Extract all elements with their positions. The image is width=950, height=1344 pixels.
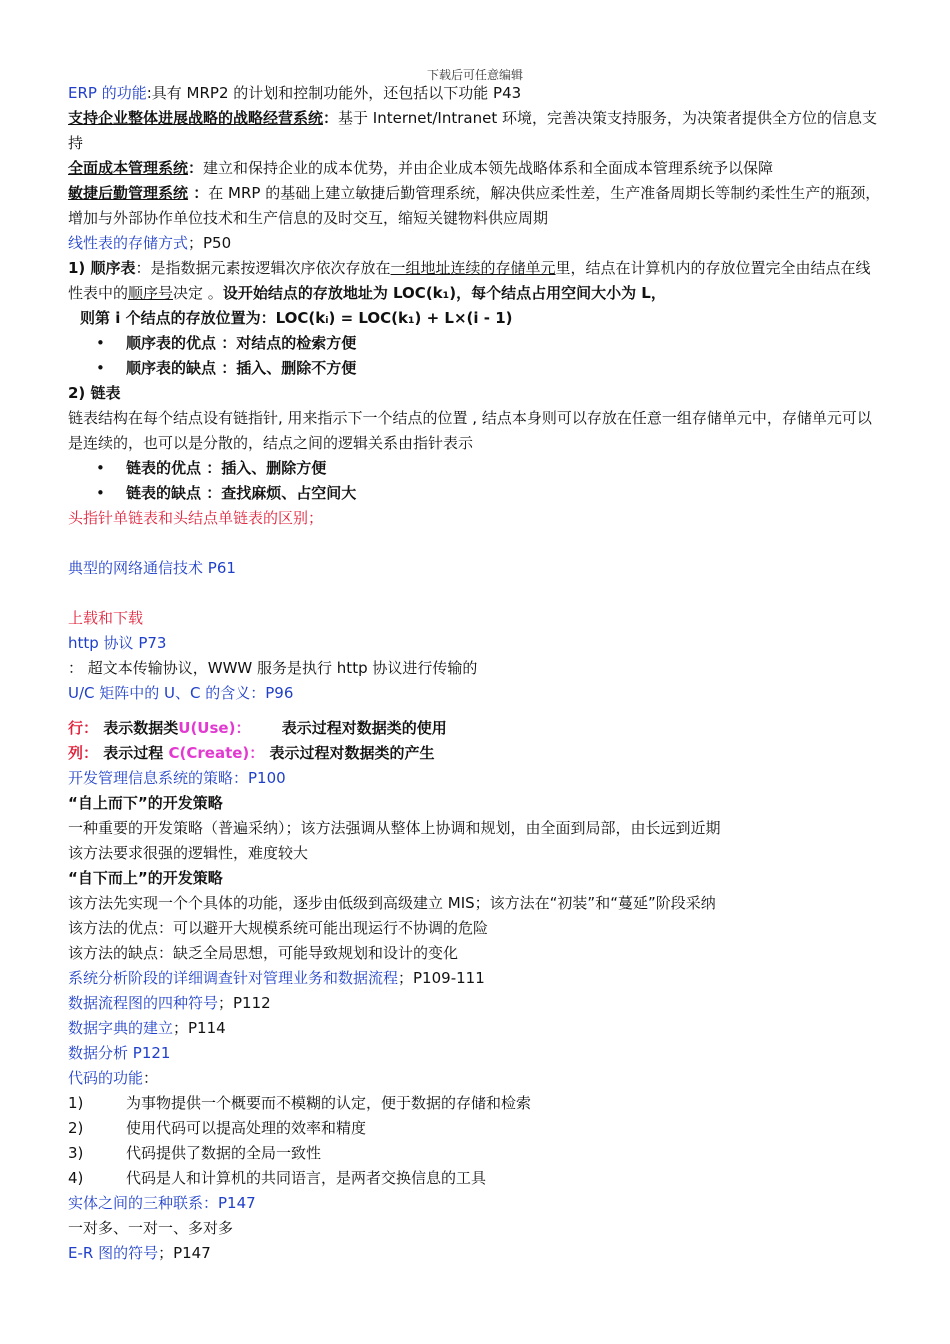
storage-title-line: 线性表的存储方式；P50: [68, 234, 232, 252]
topdown-1: 一种重要的开发策略（普遍采纳）；该方法强调从整体上协调和规划，由全面到局部，由长远到近期: [68, 819, 721, 837]
updown-line: 上载和下载: [68, 609, 144, 627]
code-item: 2) 使用代码可以提高处理的效率和精度: [68, 1119, 367, 1137]
uc-col: 列： 表示过程 C(Create)： 表示过程对数据类的产生: [68, 744, 435, 762]
bottomup-1: 该方法先实现一个个具体的功能，逐步由低级到高级建立 MIS；该方法在“初装”和“蔓延”阶段采纳: [68, 894, 716, 912]
erp-item-strategy: 支持企业整体进展战略的战略经营系统：基于 Internet/Intranet 环境，完善决策支持服务，为决策者提供全方位的信息支持: [68, 109, 877, 152]
topdown-head: “自上而下”的开发策略: [68, 794, 223, 812]
code-title-line: 代码的功能：: [68, 1069, 159, 1087]
headptr-line: 头指针单链表和头结点单链表的区别；: [68, 509, 324, 527]
spacer: [68, 531, 883, 556]
bottomup-2: 该方法的优点：可以避开大规模系统可能出现运行不协调的危险: [68, 919, 489, 937]
erp-title: ERP 的功能: [68, 84, 147, 102]
link-text: 链表结构在每个结点设有链指针, 用来指示下一个结点的位置 , 结点本身则可以存放在任意一组存储单元中，存储单元可以是连续的，也可以是分散的，结点之间的逻辑关系由指针表示: [68, 409, 872, 452]
link-pro: • 链表的优点 ：插入、删除方便: [96, 459, 327, 477]
dict-line: 数据字典的建立；P114: [68, 1019, 226, 1037]
erp-text: :具有 MRP2 的计划和控制功能外，还包括以下功能 P43: [146, 84, 522, 102]
http-text: ： 超文本传输协议，WWW 服务是执行 http 协议进行传输的: [68, 659, 478, 677]
code-item: 1) 为事物提供一个概要而不模糊的认定，便于数据的存储和检索: [68, 1094, 532, 1112]
http-title: http 协议 P73: [68, 634, 167, 652]
code-item: 4) 代码是人和计算机的共同语言，是两者交换信息的工具: [68, 1169, 487, 1187]
bottomup-head: “自下而上”的开发策略: [68, 869, 223, 887]
dfd-line: 数据流程图的四种符号；P112: [68, 994, 271, 1012]
relations-text: 一对多、一对一、多对多: [68, 1219, 234, 1237]
topdown-2: 该方法要求很强的逻辑性，难度较大: [68, 844, 309, 862]
seq-con: • 顺序表的缺点 ：插入、删除不方便: [96, 359, 357, 377]
spacer: [68, 581, 883, 606]
document-body: [68, 81, 883, 1266]
uc-row: 行： 表示数据类U(Use)： 表示过程对数据类的使用: [68, 719, 447, 737]
link-con: • 链表的缺点 ：查找麻烦、占空间大: [96, 484, 357, 502]
strategy-title: 开发管理信息系统的策略：P100: [68, 769, 286, 787]
code-item: 3) 代码提供了数据的全局一致性: [68, 1144, 322, 1162]
bottomup-3: 该方法的缺点：缺乏全局思想，可能导致规划和设计的变化: [68, 944, 459, 962]
erp-item-logistics: 敏捷后勤管理系统 ：在 MRP 的基础上建立敏捷后勤管理系统，解决供应柔性差，生产准备周期长等制约柔性生产的瓶颈，增加与外部协作单位技术和生产信息的及时交互，缩短关键物料供应周期: [68, 184, 881, 227]
link-head: 2) 链表: [68, 384, 121, 402]
er-line: E-R 图的符号；P147: [68, 1244, 211, 1262]
survey-line: 系统分析阶段的详细调查针对管理业务和数据流程；P109-111: [68, 969, 485, 987]
analysis-line: 数据分析 P121: [68, 1044, 171, 1062]
erp-item-cost: 全面成本管理系统：建立和保持企业的成本优势，并由企业成本领先战略体系和全面成本管理系统予以保障: [68, 159, 774, 177]
network-line: 典型的网络通信技术 P61: [68, 559, 236, 577]
uc-title: U/C 矩阵中的 U、C 的含义：P96: [68, 684, 294, 702]
seq-formula: 则第 i 个结点的存放位置为：LOC(kᵢ) = LOC(k₁) + L×(i - 1): [80, 309, 513, 327]
erp-line: [68, 81, 883, 106]
spacer: [68, 706, 883, 716]
seq-list-paragraph: 1) 顺序表：是指数据元素按逻辑次序依次存放在一组地址连续的存储单元里，结点在计算机内的存放位置完全由结点在线性表中的顺序号决定 。设开始结点的存放地址为 LOC(k₁)，每个结点占用空间大小为 L，: [68, 259, 871, 302]
relations-title: 实体之间的三种联系：P147: [68, 1194, 256, 1212]
seq-pro: • 顺序表的优点 ：对结点的检索方便: [96, 334, 357, 352]
page-header: 下载后可任意编辑: [426, 68, 523, 82]
